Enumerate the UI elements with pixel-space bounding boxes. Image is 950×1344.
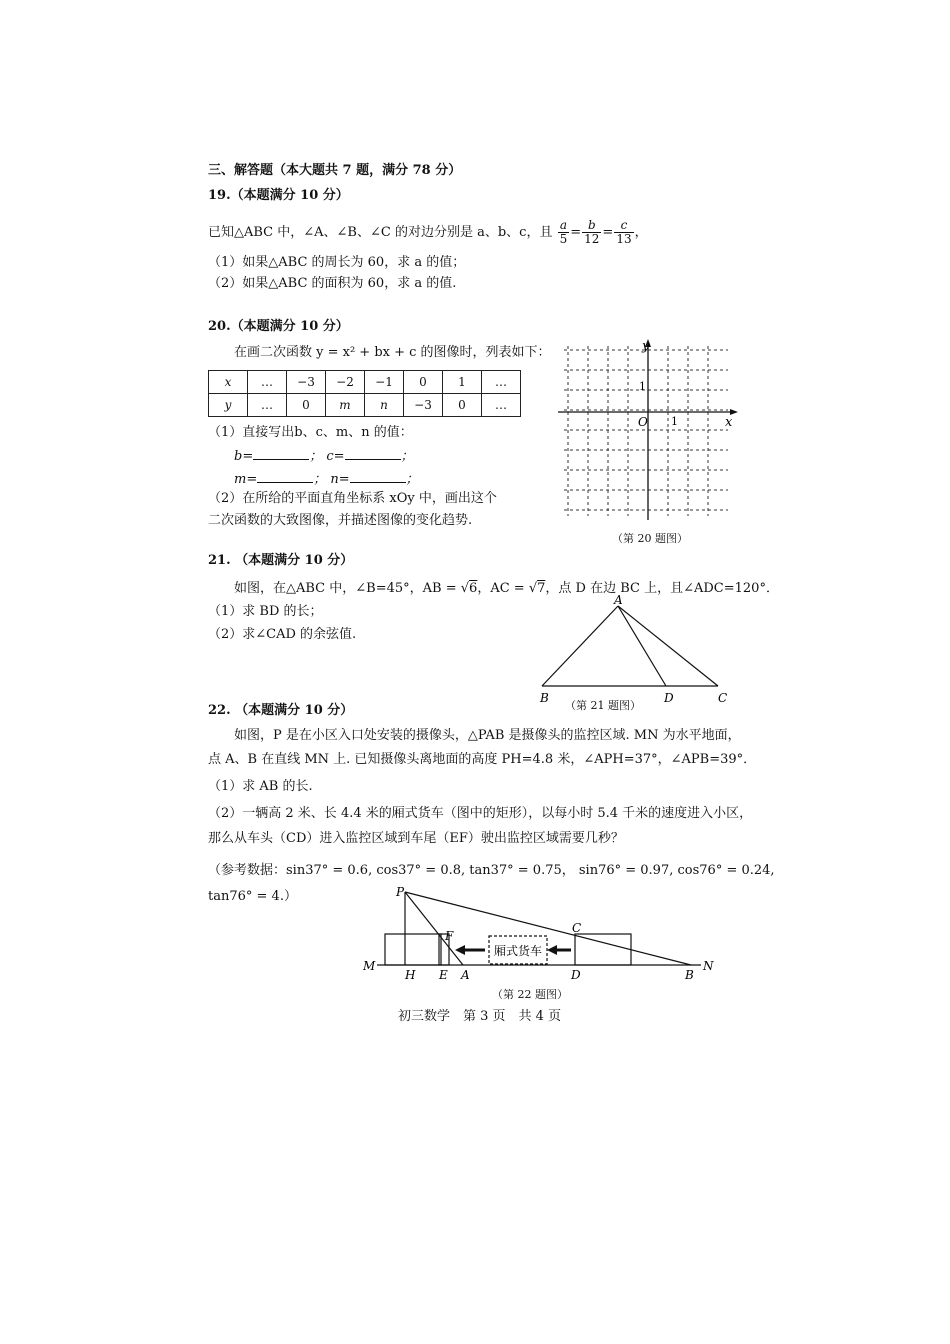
q19-part2: （2）如果△ABC 的面积为 60，求 a 的值. (208, 276, 457, 291)
point-d-label: D (571, 968, 581, 982)
segment-ac (618, 606, 718, 686)
x-unit-label: 1 (671, 415, 678, 428)
truck-front-rect (575, 934, 631, 965)
table-row-x (209, 371, 521, 394)
grid-lines (564, 346, 728, 516)
table-cell: … (482, 394, 521, 417)
segment-ab (542, 606, 618, 686)
q22-line2: 点 A、B 在直线 MN 上. 已知摄像头离地面的高度 PH=4.8 米，∠APH=37°，∠APB=39°． (208, 752, 757, 767)
table-cell: −3 (404, 394, 443, 417)
answer-blank-n[interactable] (350, 470, 406, 483)
q19-frac-c: $\frac{c}{13}$ (616, 218, 632, 246)
point-e-label: E (439, 968, 448, 982)
table-cell: y (209, 394, 248, 417)
table-cell: m (326, 394, 365, 417)
answer-blank-b[interactable] (253, 447, 309, 460)
q20-figure-caption: （第 20 题图） (612, 532, 688, 545)
q22-line1: 如图，P 是在小区入口处安装的摄像头，△PAB 是摄像头的监控区域. MN 为水平地面， (234, 728, 741, 743)
left-building-rect (385, 934, 441, 965)
q22-figure-caption: （第 22 题图） (492, 988, 568, 1001)
q21-stem: 如图，在△ABC 中，∠B=45°，AB = √6，AC = √7，点 D 在边 BC 上，且∠ADC=120°． (234, 581, 779, 596)
q20-part2-line1: （2）在所给的平面直角坐标系 xOy 中，画出这个 (208, 491, 497, 506)
table-cell: 1 (443, 371, 482, 394)
y-axis-label: y (642, 339, 650, 354)
q21-triangle-figure (530, 592, 740, 712)
q22-camera-figure (355, 880, 735, 985)
table-cell: 0 (443, 394, 482, 417)
table-cell: −3 (287, 371, 326, 394)
q22-reference-line2: tan76° = 4.） (208, 889, 297, 904)
answer-blank-c[interactable] (345, 447, 401, 460)
q21-part1: （1）求 BD 的长； (208, 604, 323, 619)
table-cell: … (248, 371, 287, 394)
q20-header: 20.（本题满分 10 分） (208, 319, 349, 334)
point-p-label: P (396, 885, 405, 899)
sqrt-6: √6 (460, 581, 478, 596)
point-f-label: F (445, 929, 454, 943)
q19-header: 19.（本题满分 10 分） (208, 188, 349, 203)
point-c-label: C (572, 921, 582, 935)
y-unit-label: 1 (639, 380, 646, 393)
q20-part1: （1）直接写出b、c、m、n 的值： (208, 425, 413, 440)
q20-blank-row1: b= ； c= ； (234, 449, 414, 464)
q19-frac-a: $\frac{a}{5}$ (559, 218, 568, 246)
table-cell: −2 (326, 371, 365, 394)
q20-coordinate-grid (550, 338, 750, 528)
segment-ad (618, 606, 666, 686)
point-a-label: A (461, 968, 470, 982)
q20-value-table (208, 370, 521, 417)
origin-label: O (638, 415, 648, 429)
table-cell: … (248, 394, 287, 417)
page-footer: 初三数学 第 3 页 共 4 页 (398, 1009, 562, 1024)
table-cell: x (209, 371, 248, 394)
section-title: 三、解答题（本大题共 7 题，满分 78 分） (208, 163, 462, 178)
point-h-label: H (405, 968, 416, 982)
table-row-y (209, 394, 521, 417)
point-b-label: B (540, 691, 549, 705)
q22-part2-line2: 那么从车头（CD）进入监控区域到车尾（EF）驶出监控区域需要几秒？ (208, 831, 624, 846)
point-c-label: C (718, 691, 728, 705)
answer-blank-m[interactable] (257, 470, 313, 483)
right-arrow-icon (547, 945, 557, 955)
truck-label: 厢式货车 (494, 944, 543, 958)
table-cell: 0 (287, 394, 326, 417)
q22-part1: （1）求 AB 的长. (208, 779, 313, 794)
q20-blank-row2: m= ； n= ； (234, 472, 419, 487)
table-cell: … (482, 371, 521, 394)
q19-part1: （1）如果△ABC 的周长为 60，求 a 的值； (208, 255, 466, 270)
q22-header: 22. （本题满分 10 分） (208, 703, 354, 718)
q22-reference-line1: （参考数据：sin37° = 0.6, cos37° = 0.8, tan37° = 0.75， sin76° = 0.97, cos76° = 0.24, (208, 863, 775, 878)
q19-stem: 已知△ABC 中，∠A、∠B、∠C 的对边分别是 a、b、c，且 $\frac{a}{5}$ = $\frac{b}{12}$ = $\frac{c}{13}$ ， (208, 218, 648, 246)
point-d-label: D (664, 691, 674, 705)
point-n-label: N (703, 959, 714, 973)
sqrt-7: √7 (528, 581, 546, 596)
q19-frac-b: $\frac{b}{12}$ (584, 218, 600, 246)
segment-pa (405, 892, 463, 965)
point-b-label: B (685, 968, 694, 982)
q21-header: 21. （本题满分 10 分） (208, 553, 354, 568)
q22-part2-line1: （2）一辆高 2 米、长 4.4 米的厢式货车（图中的矩形），以每小时 5.4 千米的速度进入小区， (208, 806, 753, 821)
table-cell: n (365, 394, 404, 417)
q19-stem-prefix: 已知△ABC 中，∠A、∠B、∠C 的对边分别是 a、b、c，且 (208, 225, 553, 240)
table-cell: −1 (365, 371, 404, 394)
x-axis-label: x (725, 415, 733, 430)
point-m-label: M (363, 959, 376, 973)
left-arrow-icon (455, 945, 465, 955)
q21-figure-caption: （第 21 题图） (565, 699, 641, 712)
point-a-label: A (614, 593, 623, 607)
q20-part2-line2: 二次函数的大致图像，并描述图像的变化趋势. (208, 513, 473, 528)
q21-part2: （2）求∠CAD 的余弦值. (208, 627, 357, 642)
table-cell: 0 (404, 371, 443, 394)
q20-stem: 在画二次函数 y = x² + bx + c 的图像时，列表如下： (234, 345, 551, 360)
